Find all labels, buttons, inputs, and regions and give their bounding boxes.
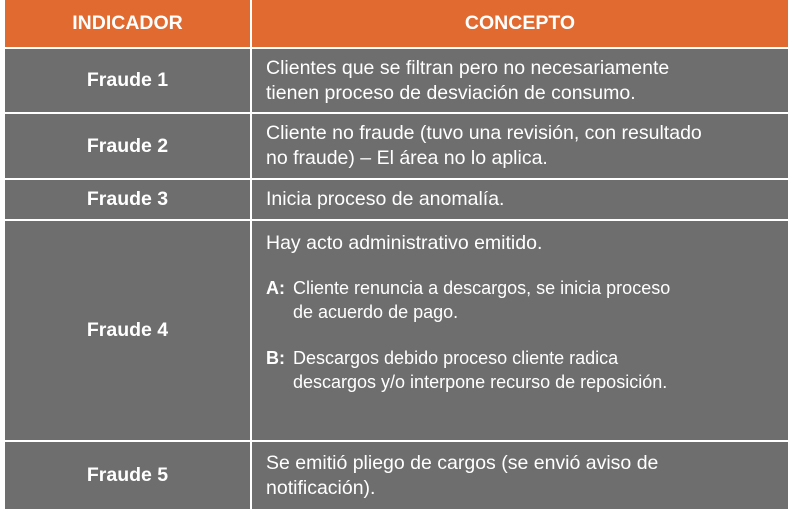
concept-cell <box>252 221 788 440</box>
concept-line: Se emitió pliego de cargos (se envió aviso de <box>266 451 659 474</box>
table-header <box>5 0 788 47</box>
option-b <box>266 346 788 394</box>
option-line: Cliente renuncia a descargos, se inicia proceso <box>293 278 671 298</box>
concept-line: notificación). <box>266 476 376 499</box>
concept-cell <box>252 442 788 509</box>
concept-cell <box>252 180 788 219</box>
concept-line: tienen proceso de desviación de consumo. <box>266 81 636 104</box>
indicator-cell: Fraude 3 <box>5 180 252 219</box>
header-indicador: INDICADOR <box>5 0 252 47</box>
option-key: B: <box>266 348 285 368</box>
table-row <box>5 49 788 112</box>
concept-line: Inicia proceso de anomalía. <box>266 188 505 210</box>
option-line: Descargos debido proceso cliente radica <box>293 348 619 368</box>
concept-cell <box>252 49 788 112</box>
indicator-cell: Fraude 5 <box>5 442 252 509</box>
concept-line: Clientes que se filtran pero no necesariamente <box>266 56 670 79</box>
concept-line: no fraude) – El área no lo aplica. <box>266 147 548 169</box>
table-row <box>5 114 788 178</box>
indicator-cell: Fraude 2 <box>5 114 252 178</box>
table-row <box>5 221 788 440</box>
indicator-cell: Fraude 4 <box>5 221 252 440</box>
concept-cell <box>252 114 788 178</box>
concept-line: Cliente no fraude (tuvo una revisión, con resultado <box>266 122 702 144</box>
concept-intro: Hay acto administrativo emitido. <box>266 232 543 254</box>
indicator-cell: Fraude 1 <box>5 49 252 112</box>
option-line: de acuerdo de pago. <box>293 302 459 322</box>
option-a <box>266 276 788 324</box>
indicator-table <box>5 0 788 509</box>
header-concepto: CONCEPTO <box>252 0 788 47</box>
table-row <box>5 180 788 219</box>
option-key: A: <box>266 278 285 298</box>
option-line: descargos y/o interpone recurso de reposición. <box>293 372 668 392</box>
table-row <box>5 442 788 509</box>
